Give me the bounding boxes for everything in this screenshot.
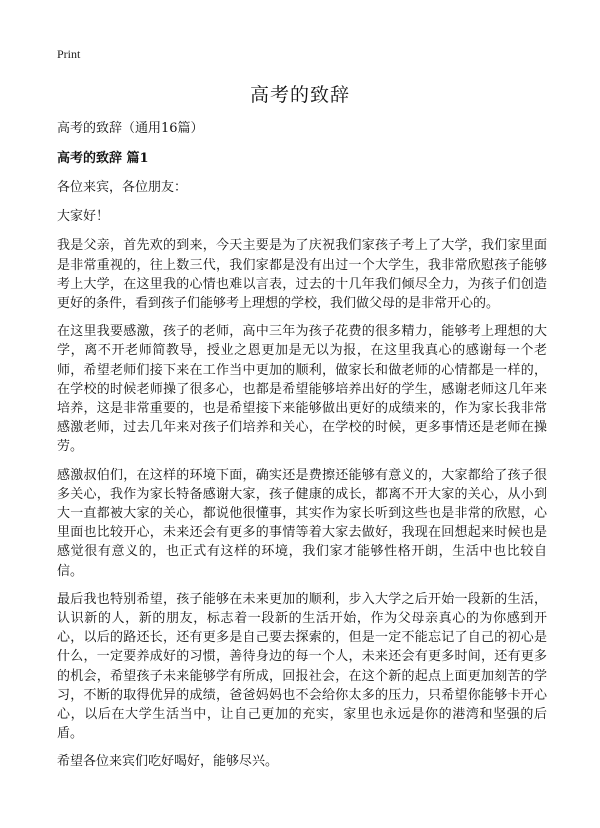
paragraph-closing: 希望各位来宾们吃好喝好，能够尽兴。 — [57, 754, 279, 770]
document-body — [57, 120, 547, 782]
paragraph-hello: 大家好！ — [57, 209, 110, 225]
paragraph-greeting: 各位来宾，各位朋友： — [57, 180, 188, 195]
document-subtitle: 高考的致辞（通用16篇） — [57, 121, 204, 136]
section-heading: 高考的致辞 篇1 — [57, 151, 149, 166]
paragraph-1: 我是父亲，首先欢的到来，今天主要是为了庆祝我们家孩子考上了大学，我们家里面是非常重视的，往上数三代，我们家都是没有出过一个大学生，我非常欣慰孩子能够考上大学，在这里我的心情也难以言表，过去的十几年我们倾尽全力，为孩子们创造更好的条件，看到孩子们能够考上理想的学校，我们做父母的是非常开心的。 — [57, 238, 547, 312]
paragraph-4: 最后我也特别希望，孩子能够在未来更加的顺利，步入大学之后开始一段新的生活，认识新的人，新的朋友，标志着一段新的生活开始，作为父母亲真心的为你感到开心，以后的路还长，还有更多是自己要去探索的，但是一定不能忘记了自己的初心是什么，一定要养成好的习惯，善待身边的每一个人，未来还会有更多时间，还有更多的机会，希望孩子未来能够学有所成，回报社会，在这个新的起点上面更加刻苦的学习，不断的取得优异的成绩，爸爸妈妈也不会给你太多的压力，只希望你能够卡开心心，以后在大学生活当中，让自己更加的充实，家里也永远是你的港湾和坚强的后盾。 — [57, 591, 547, 742]
paragraph-3: 感激叔伯们，在这样的环境下面，确实还是费擦还能够有意义的，大家都给了孩子很多关心，我作为家长特备感谢大家，孩子健康的成长，都离不开大家的关心，从小到大一直都被大家的关心，都说他很懂事，其实作为家长听到这些也是非常的欣慰，心里面也比较开心，未来还会有更多的事情等着大家去做好，我现在回想起来时候也是感觉很有意义的，也正式有这样的环境，我们家才能够性格开朗，生活中也比较自信。 — [57, 467, 547, 579]
page-title: 高考的致辞 — [249, 84, 350, 106]
paragraph-2: 在这里我要感激，孩子的老师，高中三年为孩子花费的很多精力，能够考上理想的大学，离不开老师简教导，授业之恩更加是无以为报，在这里我真心的感谢每一个老师，希望老师们接下来在工作当中更加的顺利，做家长和做老师的心情都是一样的，在学校的时候老师操了很多心，也都是希望能够培养出好的学生，感谢老师这几年来培养，这是非常重要的，也是希望接下来能够做出更好的成绩来的，作为家长我非常感激老师，过去几年来对孩子们培养和关心，在学校的时候，更多事情还是老师在操劳。 — [57, 324, 547, 455]
print-link[interactable]: Print — [57, 47, 81, 61]
